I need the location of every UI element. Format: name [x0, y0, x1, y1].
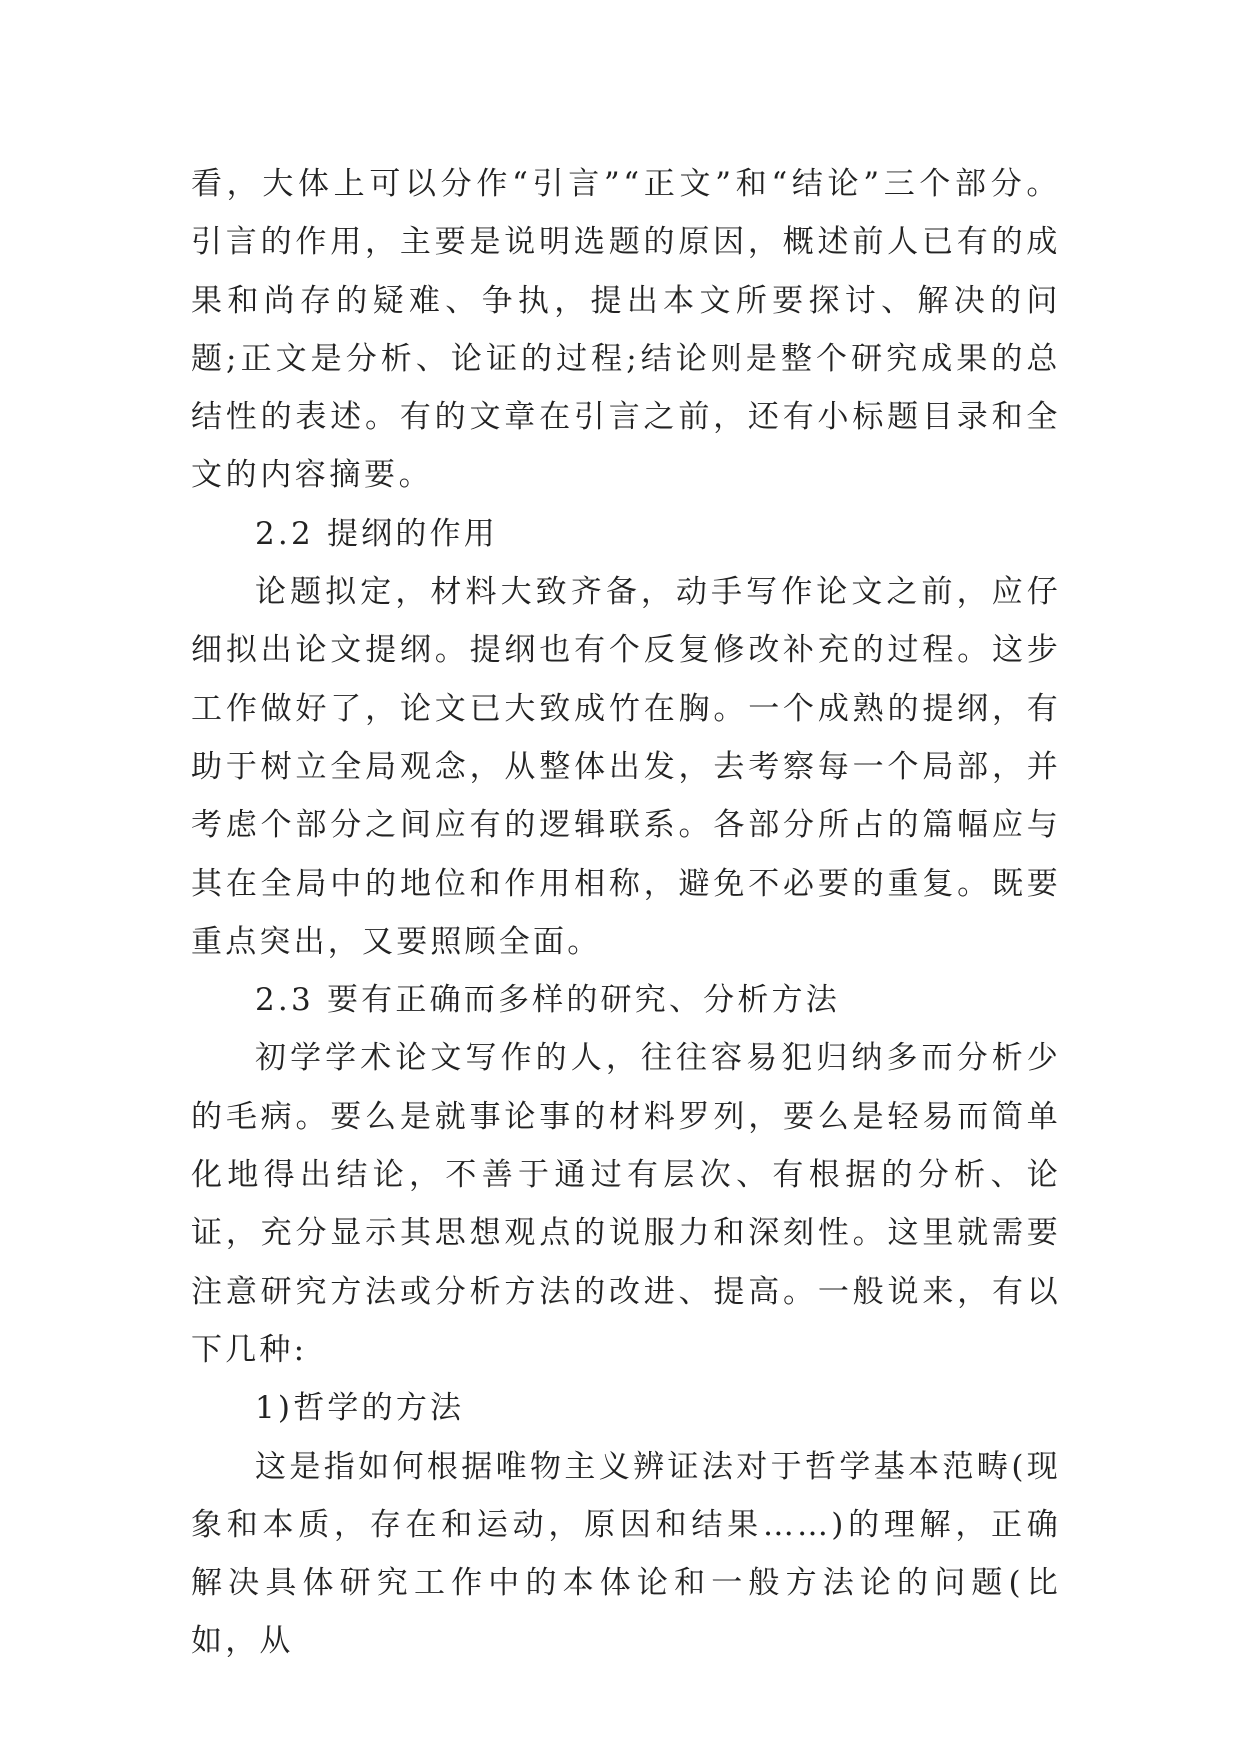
paragraph-philosophy-method: 这是指如何根据唯物主义辨证法对于哲学基本范畴(现象和本质，存在和运动，原因和结果……)的理解，正确解决具体研究工作中的本体论和一般方法论的问题(比如，从 [191, 1448, 1061, 1660]
section-heading-2-3: 2.3 要有正确而多样的研究、分析方法 [255, 982, 840, 1019]
section-heading-2-2: 2.2 提纲的作用 [255, 515, 498, 552]
document-body [191, 155, 1061, 1671]
subsection-heading-philosophy: 1)哲学的方法 [255, 1390, 465, 1427]
paragraph-analysis-methods: 初学学术论文写作的人，往往容易犯归纳多而分析少的毛病。要么是就事论事的材料罗列，要么是轻易而简单化地得出结论，不善于通过有层次、有根据的分析、论证，充分显示其思想观点的说服力和深刻性。这里就需要注意研究方法或分析方法的改进、提高。一般说来，有以下几种: [191, 1040, 1061, 1368]
paragraph-structure-continuation: 看，大体上可以分作“引言”“正文”和“结论”三个部分。引言的作用，主要是说明选题的原因，概述前人已有的成果和尚存的疑难、争执，提出本文所要探讨、解决的问题;正文是分析、论证的过程;结论则是整个研究成果的总结性的表述。有的文章在引言之前，还有小标题目录和全文的内容摘要。 [191, 166, 1061, 494]
paragraph-outline-role: 论题拟定，材料大致齐备，动手写作论文之前，应仔细拟出论文提纲。提纲也有个反复修改补充的过程。这步工作做好了，论文已大致成竹在胸。一个成熟的提纲，有助于树立全局观念，从整体出发，去考察每一个局部，并考虑个部分之间应有的逻辑联系。各部分所占的篇幅应与其在全局中的地位和作用相称，避免不必要的重复。既要重点突出，又要照顾全面。 [191, 574, 1061, 960]
